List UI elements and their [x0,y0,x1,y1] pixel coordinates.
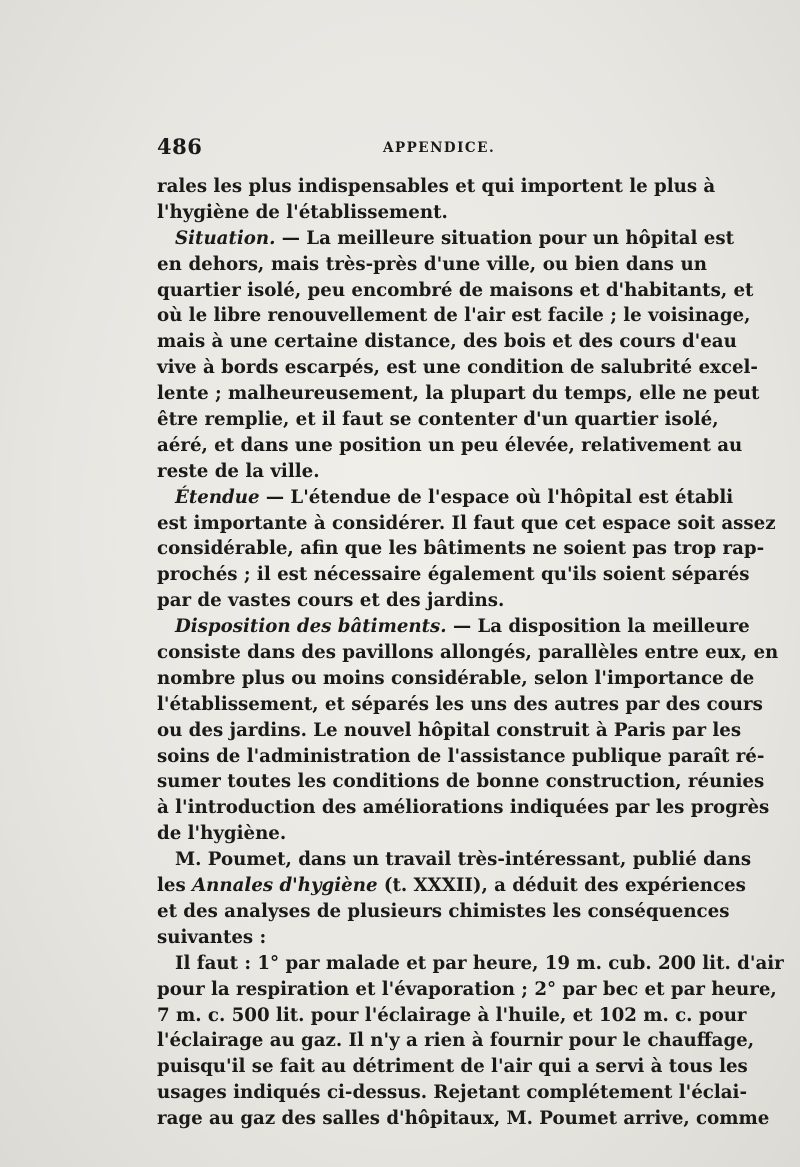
text-span: — L'étendue de l'espace où l'hôpital est établi [259,486,734,508]
text-line: M. Poumet, dans un travail très-intéressant, publié dans [175,849,752,871]
text-line: rage au gaz des salles d'hôpitaux, M. Poumet arrive, comme [157,1108,770,1130]
text-line: prochés ; il est nécessaire également qu'ils soient séparés [157,564,750,586]
text-line: l'éclairage au gaz. Il n'y a rien à fournir pour le chauffage, [157,1030,755,1052]
text-line: ou des jardins. Le nouvel hôpital construit à Paris par les [157,719,742,741]
text-line: usages indiqués ci-dessus. Rejetant complétement l'éclai- [157,1082,748,1104]
text-line: par de vastes cours et des jardins. [157,590,505,612]
section-heading: Disposition des bâtiments. [175,616,447,638]
text-line: est importante à considérer. Il faut que cet espace soit assez [157,512,776,534]
text-span: — La disposition la meilleure [446,616,750,638]
body-text [157,174,784,1132]
text-line [157,226,734,252]
page-number: 486 [157,134,203,159]
text-line: vive à bords escarpés, est une condition de salubrité excel- [157,357,758,379]
text-line: quartier isolé, peu encombré de maisons et d'habitants, et [157,279,754,301]
text-span: les [157,875,193,897]
text-line [157,614,750,640]
text-line: sumer toutes les conditions de bonne construction, réunies [157,771,765,793]
text-span: (t. XXXII), a déduit des expériences [377,875,746,897]
text-line [157,485,734,511]
text-line: puisqu'il se fait au détriment de l'air qui a servi à tous les [157,1056,748,1078]
text-line: pour la respiration et l'évaporation ; 2° par bec et par heure, [157,978,777,1000]
text-line: mais à une certaine distance, des bois et des cours d'eau [157,331,737,353]
running-title: APPENDICE. [383,140,496,156]
text-line: suivantes : [157,926,267,948]
text-span: — La meilleure situation pour un hôpital est [275,227,734,249]
text-line: considérable, afin que les bâtiments ne soient pas trop rap- [157,538,765,560]
text-line: à l'introduction des améliorations indiquées par les progrès [157,797,770,819]
text-line: aéré, et dans une position un peu élevée, relativement au [157,434,743,456]
text-line: lente ; malheureusement, la plupart du temps, elle ne peut [157,383,760,405]
section-heading: Étendue [175,486,260,508]
text-line: l'établissement, et séparés les uns des autres par des cours [157,693,763,715]
text-line: l'hygiène de l'établissement. [157,201,448,223]
text-line: reste de la ville. [157,460,320,482]
text-line: de l'hygiène. [157,823,287,845]
text-line: en dehors, mais très-près d'une ville, ou bien dans un [157,253,707,275]
section-heading: Situation. [175,227,276,249]
text-line: 7 m. c. 500 lit. pour l'éclairage à l'huile, et 102 m. c. pour [157,1004,747,1026]
text-line: nombre plus ou moins considérable, selon l'importance de [157,667,755,689]
text-line: consiste dans des pavillons allongés, parallèles entre eux, en [157,642,779,664]
text-line [157,873,746,899]
text-line: soins de l'administration de l'assistance publique paraît ré- [157,745,765,767]
text-line: et des analyses de plusieurs chimistes les conséquences [157,900,730,922]
text-line: Il faut : 1° par malade et par heure, 19 m. cub. 200 lit. d'air [175,952,784,974]
journal-title: Annales d'hygiène [192,875,378,897]
text-line: rales les plus indispensables et qui importent le plus à [157,176,716,197]
text-line: être remplie, et il faut se contenter d'un quartier isolé, [157,409,719,431]
running-head [157,134,705,162]
text-line: où le libre renouvellement de l'air est facile ; le voisinage, [157,305,751,327]
